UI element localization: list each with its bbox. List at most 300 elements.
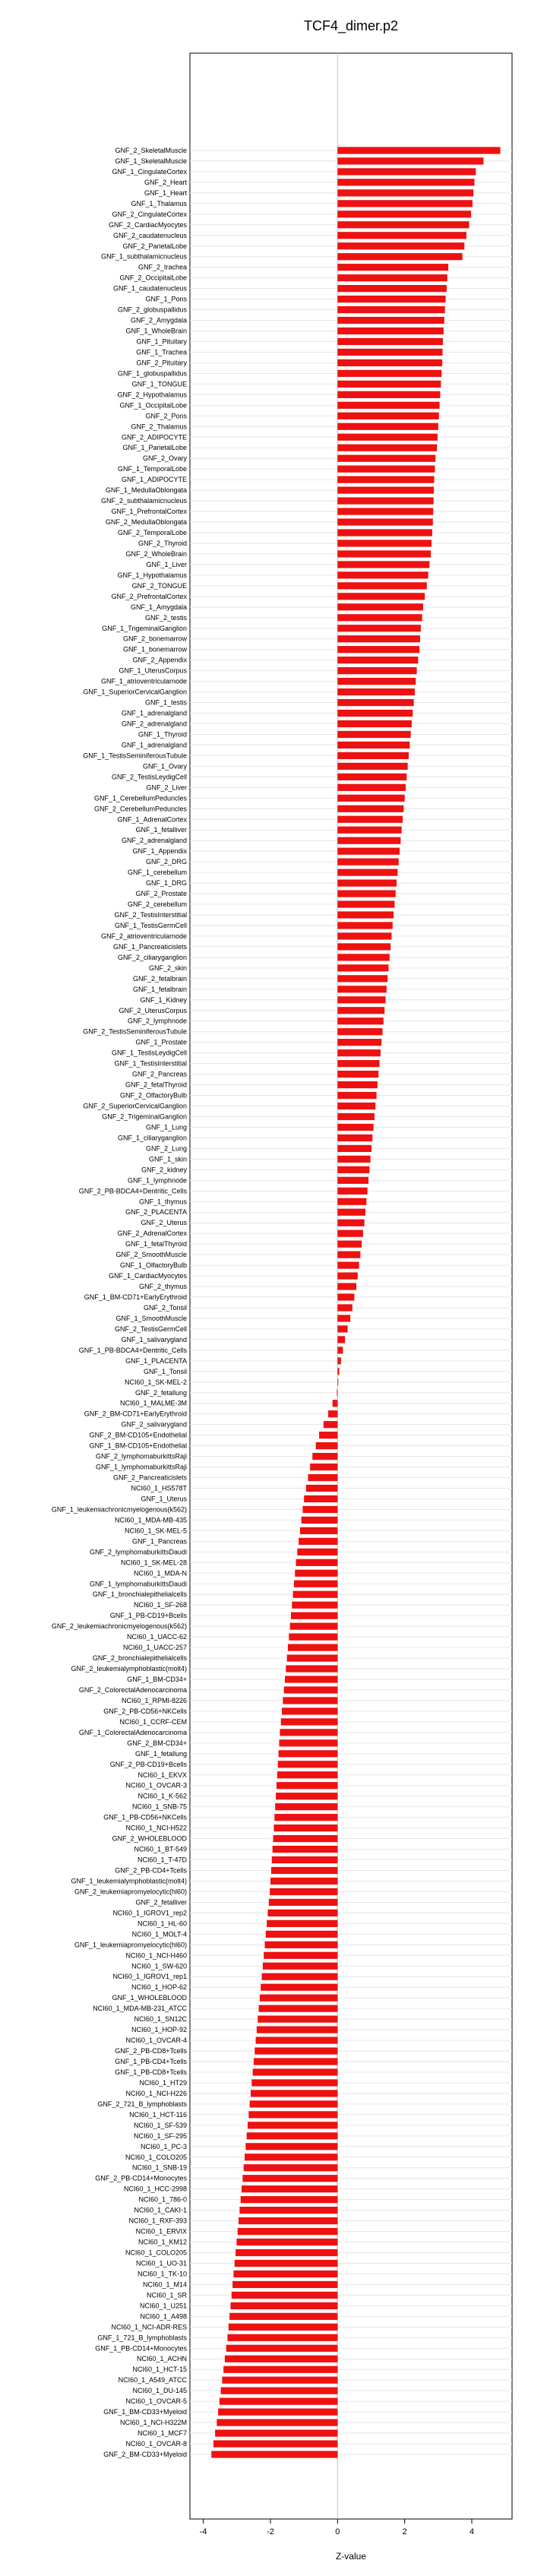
bar xyxy=(281,1718,338,1725)
category-label: GNF_1_Appendix xyxy=(132,847,187,856)
category-label: GNF_1_TestisLeydigCell xyxy=(111,1049,187,1057)
category-label: NCI60_1_EKVX xyxy=(138,1771,187,1779)
category-label: GNF_1_Liver xyxy=(146,560,187,568)
category-label: GNF_2_TestisSeminiferousTubule xyxy=(83,1027,187,1036)
bar xyxy=(296,1559,338,1566)
category-label: GNF_1_CingulateCortex xyxy=(112,167,187,176)
category-labels xyxy=(52,147,188,2458)
bar xyxy=(337,678,416,685)
bar xyxy=(258,2016,337,2023)
bar xyxy=(337,699,413,706)
bar xyxy=(242,2175,337,2182)
bar xyxy=(253,2068,338,2075)
bar xyxy=(236,2239,337,2245)
category-label: GNF_1_WholeBrain xyxy=(125,327,187,335)
bar xyxy=(245,2154,337,2160)
bar xyxy=(337,508,433,514)
category-label: GNF_2_Tonsil xyxy=(143,1303,187,1312)
category-label: GNF_2_fetalliver xyxy=(135,1898,187,1907)
bar xyxy=(337,157,483,164)
bar xyxy=(337,582,426,589)
category-label: NCI60_1_M14 xyxy=(142,2280,187,2289)
category-label: GNF_2_leukemiapromyelocytic(hl60) xyxy=(74,1888,187,1896)
category-label: GNF_2_TestisLeydigCell xyxy=(111,773,187,781)
bar xyxy=(337,317,444,324)
bar xyxy=(337,487,434,494)
bar xyxy=(337,529,432,536)
category-label: GNF_1_Hypothalamus xyxy=(117,571,187,579)
bar xyxy=(337,816,403,823)
category-label: GNF_1_Thyroid xyxy=(138,730,187,739)
category-label: GNF_1_Ovary xyxy=(142,762,187,771)
category-label: GNF_1_fetalliver xyxy=(135,826,187,834)
category-label: GNF_2_TestisGermCell xyxy=(114,1324,187,1333)
bar xyxy=(259,2005,338,2012)
bar xyxy=(337,1071,378,1078)
bar xyxy=(337,1357,340,1364)
bar xyxy=(271,1867,337,1874)
category-label: GNF_1_PB-CD4+Tcells xyxy=(115,2058,187,2066)
bar xyxy=(337,210,471,217)
bar xyxy=(220,2398,337,2405)
bar xyxy=(337,179,474,185)
bar xyxy=(277,1782,337,1789)
bar xyxy=(337,434,438,441)
category-label: GNF_1_OccipitalLobe xyxy=(119,401,187,410)
category-label: GNF_1_leukemiapromyelocytic(hl60) xyxy=(74,1941,187,1949)
bar xyxy=(337,1081,378,1088)
bar xyxy=(300,1527,337,1534)
category-label: NCI60_1_SNB-75 xyxy=(131,1802,187,1811)
bar xyxy=(337,540,432,546)
category-label: GNF_2_adrenalgland xyxy=(121,720,187,728)
bar xyxy=(337,359,442,366)
category-label: NCI60_1_HS578T xyxy=(131,1484,187,1492)
bar xyxy=(308,1474,337,1481)
category-label: GNF_2_PB-BDCA4+Dentritic_Cells xyxy=(78,1187,187,1195)
category-label: GNF_1_BM-CD105+Endothelial xyxy=(89,1441,187,1450)
bar xyxy=(274,1824,337,1831)
category-label: NCI60_1_U251 xyxy=(139,2302,187,2310)
bar xyxy=(337,1039,381,1046)
category-label: GNF_1_TestisSeminiferousTubule xyxy=(83,752,187,760)
category-label: GNF_2_cerebellum xyxy=(127,900,187,909)
category-label: GNF_1_fetalbrain xyxy=(132,985,187,993)
category-label: NCI60_1_SR xyxy=(146,2291,187,2299)
bar xyxy=(272,1856,338,1863)
bar xyxy=(337,306,444,313)
bar xyxy=(337,657,418,663)
category-label: GNF_1_skin xyxy=(148,1155,187,1163)
bar xyxy=(263,1963,337,1970)
bar xyxy=(337,1103,375,1109)
bar xyxy=(227,2334,337,2341)
category-label: GNF_1_leukemiachronicmyelogenous(k562) xyxy=(51,1505,187,1514)
bar xyxy=(337,646,419,653)
bar xyxy=(255,2047,337,2054)
category-label: GNF_1_BM-CD71+EarlyErythroid xyxy=(84,1293,187,1302)
x-axis-ticks xyxy=(200,2519,474,2536)
category-label: GNF_1_TemporalLobe xyxy=(117,465,187,473)
bar xyxy=(337,370,441,377)
bar xyxy=(337,168,476,175)
bar xyxy=(266,1931,338,1938)
category-label: GNF_2_lymphnode xyxy=(127,1017,187,1025)
bar xyxy=(283,1697,337,1704)
category-label: GNF_1_OlfactoryBulb xyxy=(119,1261,187,1270)
bar xyxy=(302,1517,338,1524)
bar xyxy=(337,328,444,334)
bar xyxy=(337,1252,360,1258)
category-label: GNF_1_fetallung xyxy=(134,1749,187,1758)
category-label: GNF_1_Amygdala xyxy=(130,603,187,611)
category-label: GNF_1_CardiacMyocytes xyxy=(108,1272,187,1280)
bar xyxy=(270,1878,337,1885)
bar xyxy=(316,1442,338,1449)
category-label: NCI60_1_SF-539 xyxy=(133,2121,187,2129)
category-label: GNF_1_Pancreas xyxy=(131,1537,187,1546)
bar xyxy=(290,1623,338,1630)
bar xyxy=(229,2324,338,2331)
x-tick-label: 0 xyxy=(335,2527,340,2536)
bar xyxy=(233,2271,337,2277)
category-label: NCI60_1_MDA-MB-231_ATCC xyxy=(93,2005,187,2013)
bar xyxy=(288,1644,337,1650)
bar xyxy=(337,1028,382,1035)
category-label: NCI60_1_RXF-393 xyxy=(128,2217,187,2225)
category-label: GNF_2_Appendix xyxy=(132,656,187,664)
category-label: GNF_2_TrigeminalGanglion xyxy=(102,1112,187,1121)
category-label: GNF_1_subthalamicnucleus xyxy=(100,252,187,261)
bar xyxy=(337,1378,338,1385)
bar xyxy=(337,720,412,727)
bar xyxy=(337,911,394,918)
category-label: GNF_1_ciliaryganglion xyxy=(117,1134,187,1142)
category-label: GNF_2_atrioventricularnode xyxy=(100,932,187,940)
category-label: NCI60_1_SN12C xyxy=(134,2015,187,2024)
bar xyxy=(337,1283,356,1290)
bar xyxy=(292,1602,337,1609)
category-label: GNF_1_adrenalgland xyxy=(121,709,187,717)
bar xyxy=(337,603,423,610)
bar xyxy=(215,2429,337,2436)
bar xyxy=(261,1984,337,1991)
bar xyxy=(337,232,466,239)
bar xyxy=(291,1612,337,1619)
category-label: GNF_2_PB-CD8+Tcells xyxy=(115,2047,187,2055)
bar xyxy=(260,1995,337,2002)
category-label: GNF_2_PB-CD19+Bcells xyxy=(109,1760,187,1768)
bar xyxy=(337,1368,339,1375)
category-label: NCI60_1_KM12 xyxy=(138,2238,187,2246)
bar xyxy=(337,561,429,568)
category-label: GNF_1_PB-CD19+Bcells xyxy=(109,1612,187,1620)
category-label: GNF_1_TONGUE xyxy=(131,380,187,388)
bar xyxy=(251,2090,337,2097)
bar xyxy=(337,466,435,473)
bar xyxy=(337,1209,365,1216)
bar xyxy=(242,2185,337,2192)
bar xyxy=(279,1750,338,1757)
category-label: GNF_2_Heart xyxy=(144,178,187,186)
bar xyxy=(221,2388,338,2394)
category-label: GNF_1_Trachea xyxy=(136,348,187,356)
bar xyxy=(337,593,425,600)
bar xyxy=(337,1293,354,1300)
category-label: GNF_2_leukemialymphoblastic(molt4) xyxy=(71,1665,187,1673)
category-label: NCI60_1_T-47D xyxy=(137,1856,187,1864)
category-label: GNF_2_adrenalgland xyxy=(121,837,187,845)
bar xyxy=(276,1793,337,1799)
bar xyxy=(310,1464,337,1470)
bar xyxy=(277,1771,338,1778)
bar xyxy=(337,900,394,907)
bar xyxy=(217,2419,337,2426)
category-label: GNF_2_Pancreaticislets xyxy=(112,1473,187,1482)
bar xyxy=(337,1198,366,1205)
category-label: GNF_2_ciliaryganglion xyxy=(117,953,187,961)
category-label: NCI60_1_SK-MEL-5 xyxy=(124,1527,187,1535)
category-label: GNF_2_globuspallidus xyxy=(117,305,187,314)
bar xyxy=(251,2079,337,2086)
bar xyxy=(239,2207,337,2214)
category-label: NCI60_1_CCRF-CEM xyxy=(119,1717,187,1726)
x-axis-label: Z-value xyxy=(335,2551,367,2562)
bar xyxy=(337,1049,381,1056)
bar xyxy=(337,242,464,249)
x-tick-label: -2 xyxy=(267,2527,274,2536)
bar xyxy=(337,1135,372,1141)
bar xyxy=(333,1400,338,1407)
x-tick-label: 4 xyxy=(469,2527,475,2536)
bar xyxy=(337,1145,372,1152)
category-label: NCI60_1_DU-145 xyxy=(132,2387,187,2395)
chart-title: TCF4_dimer.p2 xyxy=(303,18,399,33)
category-label: NCI60_1_HCC-2998 xyxy=(123,2185,187,2193)
category-label: GNF_2_CingulateCortex xyxy=(112,210,187,218)
bar xyxy=(236,2249,337,2256)
category-label: GNF_1_TestisGermCell xyxy=(114,921,187,929)
category-label: GNF_1_AdrenalCortex xyxy=(117,815,187,824)
category-label: GNF_1_ADIPOCYTE xyxy=(121,476,187,484)
category-label: GNF_2_trachea xyxy=(138,263,187,271)
bar xyxy=(337,1188,367,1195)
category-label: GNF_1_DRG xyxy=(145,879,187,888)
bar xyxy=(337,296,445,302)
bar xyxy=(244,2164,338,2171)
category-label: GNF_2_OlfactoryBulb xyxy=(119,1091,187,1100)
bar xyxy=(337,1230,363,1237)
category-label: GNF_2_PB-CD4+Tcells xyxy=(115,1866,187,1875)
bar xyxy=(337,253,462,260)
category-label: GNF_1_salivarygland xyxy=(121,1335,187,1343)
category-label: GNF_1_Thalamus xyxy=(131,199,187,207)
bar xyxy=(337,710,413,717)
category-label: GNF_2_Thyroid xyxy=(138,539,187,547)
bar xyxy=(337,1177,368,1184)
category-label: NCI60_1_COLO205 xyxy=(125,2153,187,2161)
bar xyxy=(270,1888,337,1895)
category-label: NCI60_1_SNB-19 xyxy=(131,2163,187,2172)
bar xyxy=(337,922,392,929)
bar xyxy=(304,1495,337,1502)
bar xyxy=(337,455,435,462)
category-label: GNF_1_Pons xyxy=(145,295,187,303)
bar xyxy=(337,413,438,419)
bar xyxy=(328,1410,337,1417)
category-label: GNF_2_fetalThyroid xyxy=(125,1081,187,1089)
bar xyxy=(337,391,440,398)
category-label: GNF_1_CerebellumPeduncles xyxy=(93,794,187,802)
bar xyxy=(337,518,432,525)
category-label: GNF_2_PB-CD14+Monocytes xyxy=(95,2174,187,2182)
category-label: GNF_2_Liver xyxy=(146,783,187,792)
bar xyxy=(274,1814,337,1821)
bar xyxy=(275,1803,337,1810)
bar xyxy=(337,381,441,388)
bar xyxy=(285,1676,337,1682)
category-label: GNF_1_PB-CD8+Tcells xyxy=(115,2068,187,2076)
category-label: NCI60_1_IGROV1_rep1 xyxy=(112,1973,187,1981)
category-label: GNF_2_fetallung xyxy=(134,1388,187,1397)
bar xyxy=(319,1432,337,1438)
category-label: GNF_1_Lung xyxy=(145,1123,187,1131)
bar xyxy=(218,2408,337,2415)
category-label: NCI60_1_HOP-62 xyxy=(131,1983,187,1992)
bar xyxy=(262,1973,338,1980)
category-label: GNF_1_UterusCorpus xyxy=(119,666,187,675)
bar xyxy=(337,975,387,982)
category-label: GNF_2_Thalamus xyxy=(131,422,187,431)
category-label: NCI60_1_BT-549 xyxy=(134,1845,187,1853)
bar xyxy=(312,1453,337,1460)
bar xyxy=(279,1739,337,1746)
category-label: GNF_1_PB-CD56+NKCells xyxy=(103,1813,187,1821)
bar xyxy=(230,2302,337,2309)
category-label: GNF_2_Amygdala xyxy=(130,316,187,324)
category-label: GNF_2_lymphomaburkittsRaji xyxy=(95,1452,187,1460)
bar xyxy=(337,943,390,950)
category-label: NCI60_1_A549_ATCC xyxy=(118,2376,187,2385)
category-label: GNF_2_CardiacMyocytes xyxy=(108,220,187,229)
category-label: GNF_2_BM-CD105+Endothelial xyxy=(89,1431,187,1439)
bar xyxy=(264,1952,337,1959)
category-label: NCI60_1_SK-MEL-2 xyxy=(124,1378,187,1386)
bar xyxy=(267,1910,337,1916)
category-label: GNF_2_ColorectalAdenocarcinoma xyxy=(78,1685,187,1694)
bar xyxy=(241,2196,338,2203)
category-label: GNF_1_lymphomaburkittsDaudi xyxy=(89,1580,187,1588)
category-label: GNF_2_BM-CD34+ xyxy=(127,1739,187,1747)
category-label: GNF_2_Ovary xyxy=(142,454,187,463)
category-label: GNF_2_UterusCorpus xyxy=(119,1006,187,1014)
bar xyxy=(337,189,473,196)
category-label: GNF_2_721_B_lymphoblasts xyxy=(97,2100,187,2108)
category-label: NCI60_1_MCF7 xyxy=(137,2429,187,2438)
category-label: GNF_2_thymus xyxy=(138,1283,187,1291)
category-label: GNF_1_MedullaOblongata xyxy=(105,486,187,495)
bar xyxy=(337,742,409,748)
bar xyxy=(337,795,404,802)
bar xyxy=(337,1336,345,1343)
bar xyxy=(337,731,410,738)
category-label: NCI60_1_RPMI-8226 xyxy=(121,1696,187,1704)
category-label: GNF_2_CerebellumPeduncles xyxy=(93,805,187,813)
category-label: NCI60_1_CAKI-1 xyxy=(134,2206,187,2214)
category-label: NCI60_1_IGROV1_rep2 xyxy=(112,1909,187,1917)
category-label: NCI60_1_OVCAR-4 xyxy=(125,2036,187,2045)
category-label: NCI60_1_SF-295 xyxy=(133,2131,187,2140)
category-label: GNF_2_PLACENTA xyxy=(125,1208,187,1217)
bar xyxy=(294,1581,337,1587)
bar xyxy=(337,1315,350,1321)
bar xyxy=(274,1835,338,1842)
bar xyxy=(337,571,428,578)
category-label: GNF_1_PB-BDCA4+Dentritic_Cells xyxy=(78,1346,187,1354)
category-label: GNF_2_ADIPOCYTE xyxy=(121,433,187,441)
category-label: GNF_1_ColorectalAdenocarcinoma xyxy=(78,1728,187,1736)
bar xyxy=(247,2132,338,2139)
bar xyxy=(211,2451,337,2457)
bar xyxy=(238,2228,338,2235)
category-label: NCI60_1_SW-620 xyxy=(131,1962,187,1970)
bar xyxy=(229,2313,337,2320)
bar xyxy=(293,1591,338,1598)
bar xyxy=(286,1665,337,1672)
bar xyxy=(337,423,438,430)
bar xyxy=(337,848,400,855)
bar xyxy=(337,1166,369,1173)
category-label: GNF_1_bonemarrow xyxy=(122,645,187,653)
category-label: GNF_1_WHOLEBLOOD xyxy=(112,1994,187,2002)
bar xyxy=(337,497,433,504)
category-label: GNF_2_MedullaOblongata xyxy=(105,518,187,527)
category-label: GNF_2_TONGUE xyxy=(131,581,187,590)
category-label: GNF_2_fetalbrain xyxy=(132,974,187,983)
bar xyxy=(337,550,431,557)
category-label: GNF_2_WholeBrain xyxy=(125,549,187,558)
bar xyxy=(337,986,386,992)
category-label: NCI60_1_K-562 xyxy=(138,1792,187,1800)
category-label: GNF_2_Pons xyxy=(145,412,187,420)
bar xyxy=(282,1707,337,1714)
bar xyxy=(337,837,400,844)
category-label: GNF_1_bronchialepithelialcells xyxy=(92,1590,187,1599)
category-label: GNF_1_Kidney xyxy=(140,995,187,1004)
category-label: GNF_2_PrefrontalCortex xyxy=(111,592,187,600)
bar xyxy=(337,1156,370,1163)
bar xyxy=(337,635,420,642)
category-label: GNF_2_SuperiorCervicalGanglion xyxy=(83,1102,187,1110)
bar xyxy=(337,827,401,834)
category-label: GNF_1_Heart xyxy=(144,188,187,197)
bar xyxy=(337,614,422,621)
category-label: GNF_1_TestisInterstitial xyxy=(114,1059,187,1068)
category-label: NCI60_1_ERVIX xyxy=(135,2227,187,2236)
bar xyxy=(257,2026,337,2033)
category-label: GNF_2_subthalamicnucleus xyxy=(100,497,187,505)
category-label: GNF_1_Uterus xyxy=(141,1495,187,1503)
category-label: GNF_1_lymphnode xyxy=(127,1176,187,1185)
bar xyxy=(337,147,500,153)
category-label: GNF_1_Pancreaticislets xyxy=(112,942,187,951)
bar xyxy=(337,1113,375,1120)
bar xyxy=(337,402,439,409)
bar xyxy=(213,2440,337,2447)
bar xyxy=(337,349,442,356)
category-label: GNF_1_PB-CD14+Monocytes xyxy=(95,2344,187,2353)
bar xyxy=(278,1761,338,1767)
